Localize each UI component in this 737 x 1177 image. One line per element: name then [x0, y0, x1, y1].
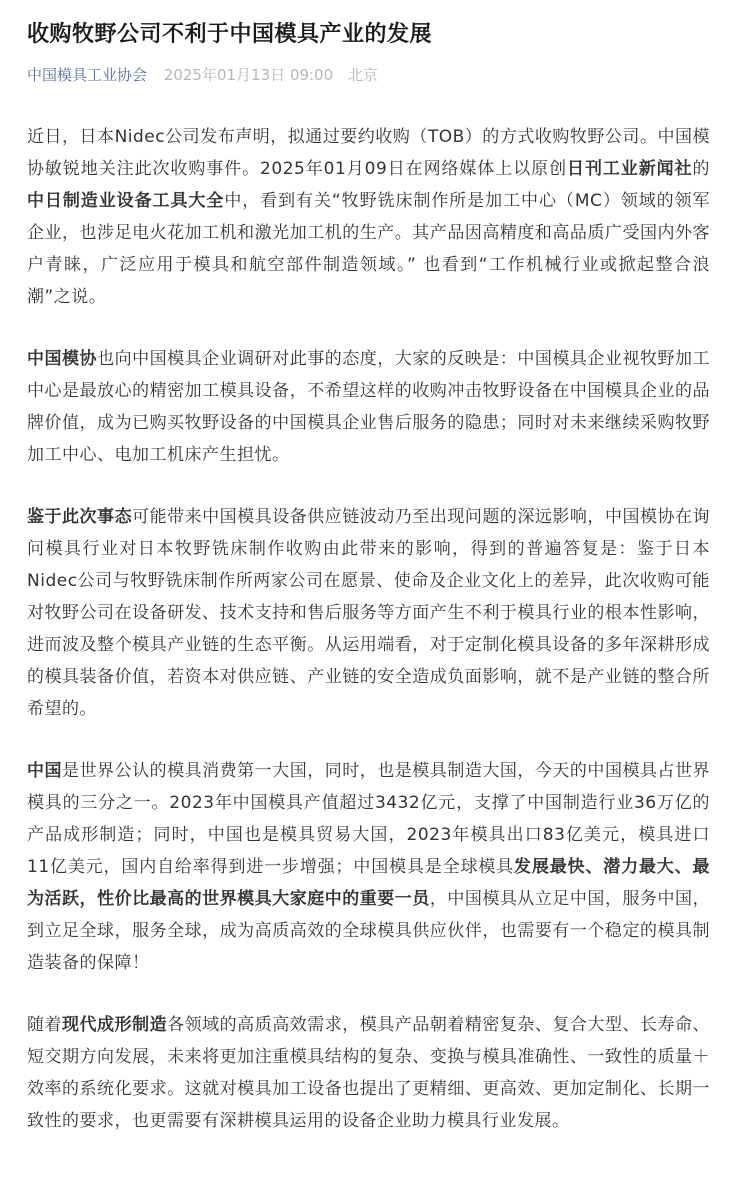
text-segment: 随着: [27, 1014, 63, 1035]
paragraph: [27, 1009, 710, 1137]
article-body: [27, 121, 710, 1137]
text-segment: 也向中国模具企业调研对此事的态度，大家的反映是：中国模具企业视牧野加工中心是最放心的精密加工模具设备，不希望这样的收购冲击牧野设备在中国模具企业的品牌价值，成为已购买牧野设备的中国模具企业售后服务的隐患；同时对未来继续采购牧野加工中心、电加工机床产生担忧。: [27, 348, 711, 465]
text-segment: 的: [692, 158, 711, 179]
text-segment: 中，看到有关“牧野铣床制作所是加工中心（MC）领域的领军企业，也涉足电火花加工机和激光加工机的生产。其产品因高精度和高品质广受国内外客户青睐，广泛应用于模具和航空部件制造领域。” 也看到“工作机械行业或掀起整合浪潮”之说。: [27, 190, 711, 307]
paragraph: [27, 501, 710, 725]
text-segment: ，中国模具从立足中国，服务中国，到立足全球，服务全球，成为高质高效的全球模具供应伙伴，也需要有一个稳定的模具制造装备的保障！: [27, 888, 711, 973]
bold-text-segment: 中日制造业设备工具大全: [27, 190, 225, 211]
text-segment: 各领域的高质高效需求，模具产品朝着精密复杂、复合大型、长寿命、短交期方向发展，未来将更加注重模具结构的复杂、变换与模具准确性、一致性的质量＋效率的系统化要求。这就对模具加工设备也提出了更精细、更高效、更加定制化、长期一致性的要求，也更需要有深耕模具运用的设备企业助力模具行业发展。: [27, 1014, 711, 1131]
article-title: 收购牧野公司不利于中国模具产业的发展: [27, 22, 433, 47]
account-name-link[interactable]: 中国模具工业协会: [27, 65, 148, 84]
text-segment: 近日，日本Nidec公司发布声明，拟通过要约收购（TOB）的方式收购牧野公司。中国模协敏锐地关注此次收购事件。2025年01月09日在网络媒体上以原创: [27, 126, 710, 179]
bold-text-segment: 中国模协: [27, 348, 98, 369]
bold-text-segment: 日刊工业新闻社: [567, 158, 693, 179]
paragraph: [27, 121, 710, 313]
paragraph: [27, 343, 710, 471]
paragraph: [27, 755, 710, 979]
text-segment: 可能带来中国模具设备供应链波动乃至出现问题的深远影响，中国模协在询问模具行业对日本牧野铣床制作收购由此带来的影响，得到的普遍答复是：鉴于日本Nidec公司与牧野铣床制作所两家公司在愿景、使命及企业文化上的差异，此次收购可能对牧野公司在设备研发、技术支持和售后服务等方面产生不利于模具行业的根本性影响，进而波及整个模具产业链的生态平衡。从运用端看，对于定制化模具设备的多年深耕形成的模具装备价值，若资本对供应链、产业链的安全造成负面影响，就不是产业链的整合所希望的。: [27, 506, 711, 719]
publish-date: 2025年01月13日 09:00: [163, 65, 334, 84]
publish-location: 北京: [347, 65, 378, 84]
bold-text-segment: 现代成形制造: [62, 1014, 168, 1035]
text-segment: 是世界公认的模具消费第一大国，同时，也是模具制造大国，今天的中国模具占世界模具的三分之一。2023年中国模具产值超过3432亿元，支撑了中国制造行业36万亿的产品成形制造；同时，中国也是模具贸易大国，2023年模具出口83亿美元，模具进口11亿美元，国内自给率得到进一步增强；中国模具是全球模具: [27, 760, 711, 877]
bold-text-segment: 发展最快、潜力最大、最为活跃，性价比最高的世界模具大家庭中的重要一员: [27, 856, 710, 909]
byline: [27, 65, 710, 85]
bold-text-segment: 鉴于此次事态: [27, 506, 133, 527]
bold-text-segment: 中国: [27, 760, 63, 781]
